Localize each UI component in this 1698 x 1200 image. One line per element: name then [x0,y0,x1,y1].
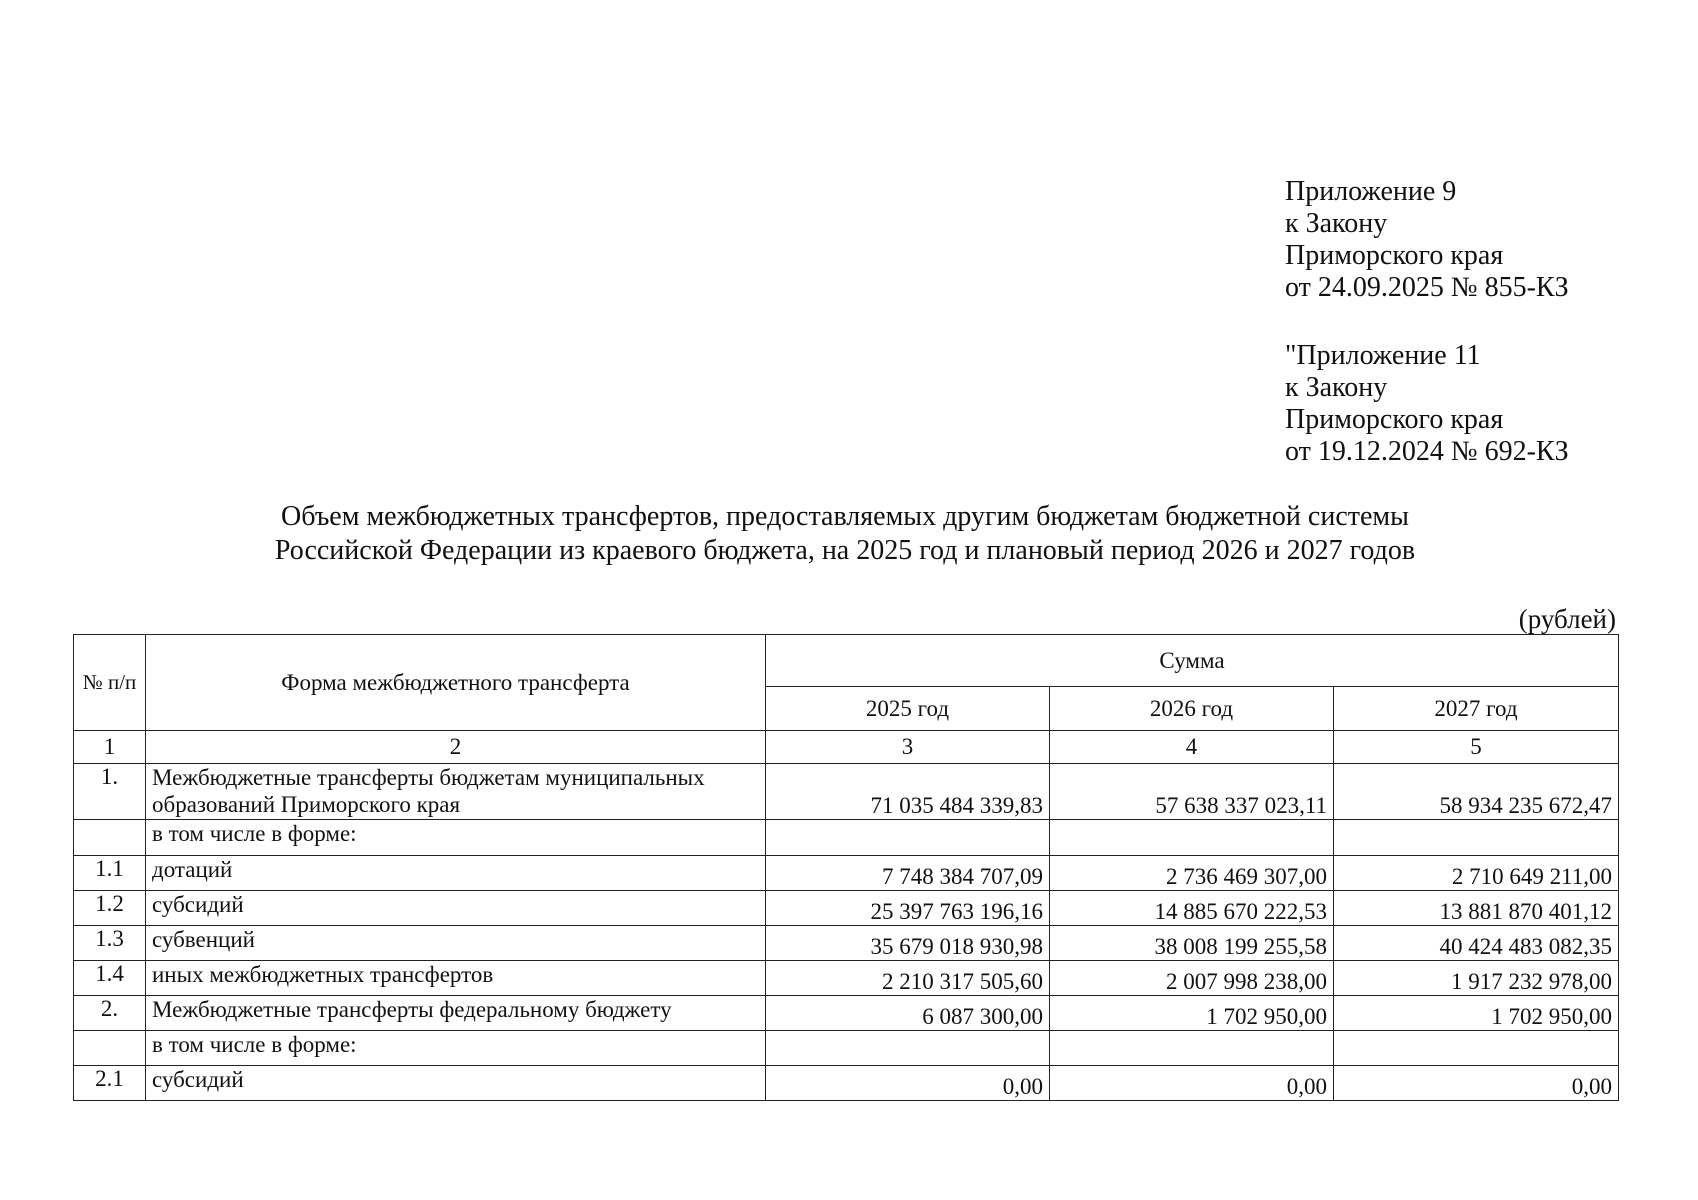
table-row [74,996,1619,1031]
value-2026: 14 885 670 222,53 [1050,891,1334,926]
column-number: 2 [146,731,766,764]
value-2026: 2 736 469 307,00 [1050,856,1334,891]
row-number: 1.3 [74,926,146,961]
value-2027 [1334,1031,1619,1066]
value-2027 [1334,820,1619,856]
table-row [74,891,1619,926]
value-2027: 13 881 870 401,12 [1334,891,1619,926]
transfers-table [73,634,1619,1101]
title-line: Российской Федерации из краевого бюджета, на 2025 год и плановый период 2026 и 2027 годов [274,535,1416,566]
row-name: Межбюджетные трансферты бюджетам муниципальных образований Приморского края [146,764,766,820]
value-2026: 1 702 950,00 [1050,996,1334,1031]
column-number: 4 [1050,731,1334,764]
row-number: 1.2 [74,891,146,926]
header-sum: Сумма [766,635,1619,687]
document-title [200,500,1490,568]
row-number: 2.1 [74,1066,146,1101]
appendix-line: Приморского края [1285,404,1504,435]
value-2026: 57 638 337 023,11 [1050,764,1334,820]
row-name: иных межбюджетных трансфертов [146,961,766,996]
header-year-2025: 2025 год [766,687,1050,731]
table-row [74,820,1619,856]
appendix-line: от 24.09.2025 № 855-КЗ [1285,272,1569,303]
value-2025: 0,00 [766,1066,1050,1101]
value-2026: 0,00 [1050,1066,1334,1101]
appendix-line: Приморского края [1285,240,1504,271]
appendix-reference-current [1285,176,1569,304]
appendix-line: Приложение 9 [1285,176,1457,207]
table-row [74,764,1619,820]
value-2025: 7 748 384 707,09 [766,856,1050,891]
appendix-line: от 19.12.2024 № 692-КЗ [1285,436,1569,467]
value-2025: 6 087 300,00 [766,996,1050,1031]
row-number: 1. [74,764,146,820]
table-row [74,1066,1619,1101]
column-number-row [74,731,1619,764]
unit-label: (рублей) [1518,604,1616,634]
row-name: субвенций [146,926,766,961]
table-row [74,926,1619,961]
value-2027: 0,00 [1334,1066,1619,1101]
row-number [74,820,146,856]
row-name: в том числе в форме: [146,820,766,856]
appendix-line: к Закону [1285,372,1388,403]
value-2027: 1 917 232 978,00 [1334,961,1619,996]
appendix-line: "Приложение 11 [1285,340,1481,371]
header-number: № п/п [74,635,146,731]
row-number: 1.4 [74,961,146,996]
table-row [74,856,1619,891]
value-2026: 2 007 998 238,00 [1050,961,1334,996]
value-2025: 25 397 763 196,16 [766,891,1050,926]
column-number: 5 [1334,731,1619,764]
row-number: 2. [74,996,146,1031]
value-2027: 58 934 235 672,47 [1334,764,1619,820]
column-number: 3 [766,731,1050,764]
row-name: субсидий [146,1066,766,1101]
table-row [74,1031,1619,1066]
appendix-line: к Закону [1285,208,1388,239]
header-year-2026: 2026 год [1050,687,1334,731]
value-2027: 2 710 649 211,00 [1334,856,1619,891]
title-line: Объем межбюджетных трансфертов, предоставляемых другим бюджетам бюджетной системы [281,501,1409,532]
value-2025: 71 035 484 339,83 [766,764,1050,820]
column-number: 1 [74,731,146,764]
table-row [74,961,1619,996]
row-number: 1.1 [74,856,146,891]
value-2025 [766,1031,1050,1066]
row-number [74,1031,146,1066]
value-2025 [766,820,1050,856]
value-2026 [1050,1031,1334,1066]
appendix-reference-amended [1285,340,1569,468]
value-2026: 38 008 199 255,58 [1050,926,1334,961]
row-name: субсидий [146,891,766,926]
row-name: в том числе в форме: [146,1031,766,1066]
value-2025: 35 679 018 930,98 [766,926,1050,961]
row-name: Межбюджетные трансферты федеральному бюджету [146,996,766,1031]
value-2026 [1050,820,1334,856]
value-2027: 1 702 950,00 [1334,996,1619,1031]
header-year-2027: 2027 год [1334,687,1619,731]
header-form: Форма межбюджетного трансферта [146,635,766,731]
value-2025: 2 210 317 505,60 [766,961,1050,996]
row-name: дотаций [146,856,766,891]
value-2027: 40 424 483 082,35 [1334,926,1619,961]
